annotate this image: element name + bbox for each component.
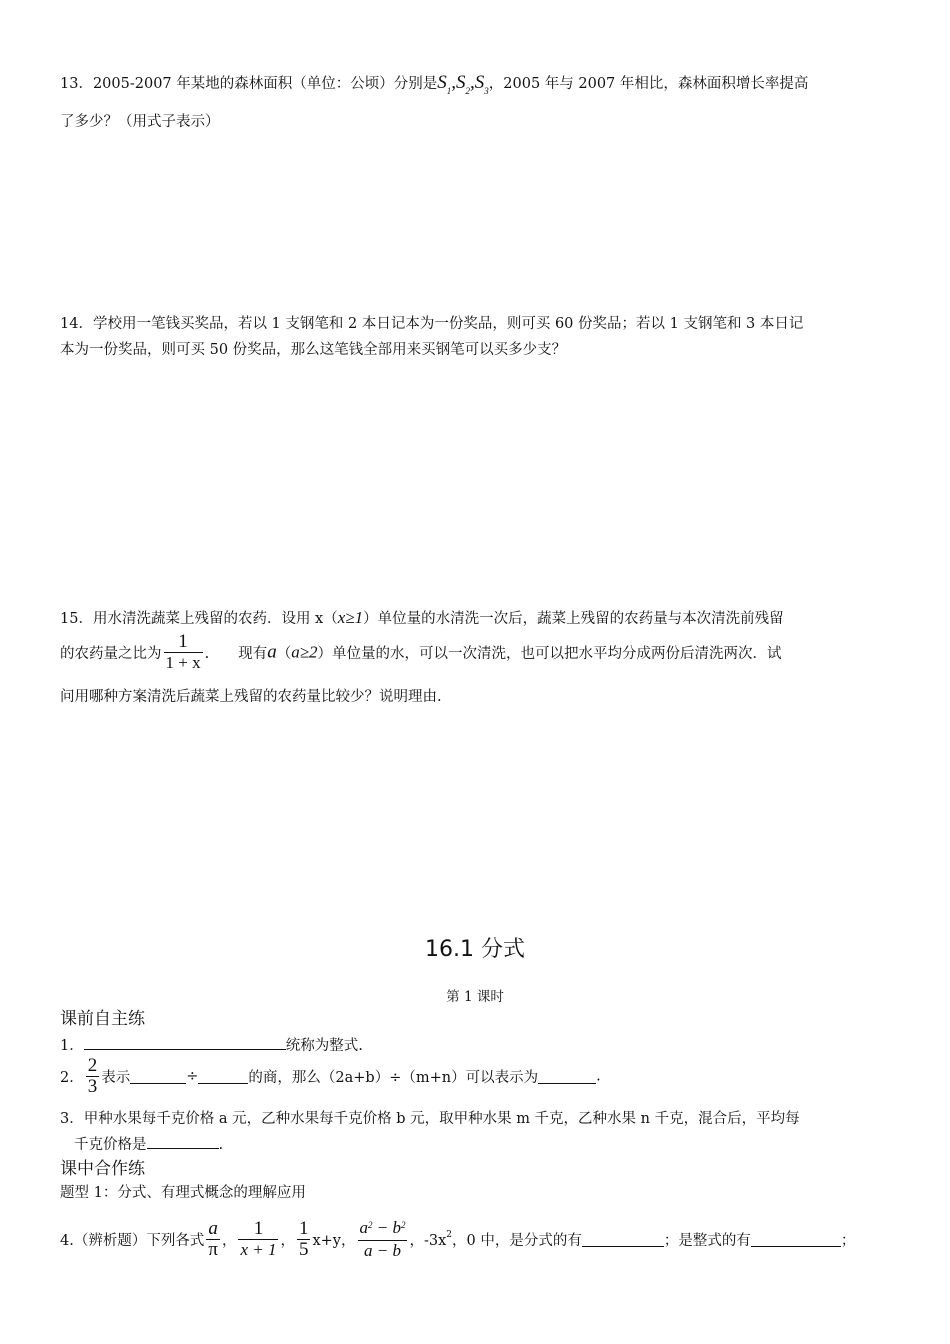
q13-text-b: ，2005 年与 2007 年相比，森林面积增长率提高 — [488, 76, 809, 92]
q14-line1: 14．学校用一笔钱买奖品，若以 1 支钢笔和 2 本日记本为一份奖品，则可买 60 份奖品；若以 1 支钢笔和 3 本日记 — [60, 316, 804, 332]
q15-var-a: a — [267, 641, 277, 663]
q13-text-a: 13．2005-2007 年某地的森林面积（单位：公顷）分别是 — [60, 76, 438, 92]
q4-fraction-a-pi: $\frac{a}{\pi}$ — [208, 1218, 218, 1260]
s1-symbol: $S_1,S_2,S_3$ — [437, 72, 489, 96]
q13-line1 — [60, 72, 808, 94]
q3-line2: 千克价格是 . — [74, 1133, 223, 1154]
q4-fraction-a2b2-ab: $\frac{a^2 - b^2}{a - b}$ — [359, 1218, 406, 1260]
q15-line2: 的农药量之比为 $\frac{1}{1 + x}$ . 现有a（a≥2）单位量的水，可以一次清洗，也可以把水平均分成两份后清洗两次．试 — [60, 631, 782, 672]
section-subtitle: 第 1 课时 — [446, 989, 504, 1005]
q4-fraction-1-5: $\frac{1}{5}$ — [298, 1218, 309, 1260]
q2-blank-2 — [198, 1069, 248, 1084]
q4-fraction-1-x1: $\frac{1}{x + 1}$ — [240, 1218, 277, 1259]
in-class-heading: 课中合作练 — [60, 1159, 145, 1179]
q4-line: 4.（辨析题）下列各式 $\frac{a}{\pi}$ ， $\frac{1}{x + 1}$ ， $\frac{1}{5}$ x+y， $\frac{a^2 - b^2}{a - b}$ ，$-3x^2$，0 中，是分式的有 ；是整式的有 ； — [60, 1218, 856, 1260]
q15-line3: 问用哪种方案清洗后蔬菜上残留的农药量比较少？说明理由. — [60, 689, 442, 705]
q4-blank-integral — [751, 1232, 841, 1247]
q14-line2: 本为一份奖品，则可买 50 份奖品，那么这笔钱全部用来买钢笔可以买多少支？ — [60, 342, 567, 358]
q4-blank-fractions — [582, 1232, 664, 1247]
q15-line1: 15．用水清洗蔬菜上残留的农药．设用 x（x≥1）单位量的水清洗一次后，蔬菜上残留的农药量与本次清洗前残留 — [60, 608, 784, 627]
q15-condition-x: x≥1 — [337, 608, 364, 627]
section-title: 16.1 分式 — [425, 937, 525, 962]
q2-blank-3 — [538, 1069, 596, 1084]
q1-line: 1． 统称为整式. — [60, 1034, 363, 1055]
q13-line2: 了多少？（用式子表示） — [60, 114, 220, 130]
q15-condition-a: a≥2 — [291, 642, 318, 662]
q15-fraction: $\frac{1}{1 + x}$ — [165, 631, 201, 672]
q3-blank — [147, 1134, 219, 1149]
q2-line: 2． $\frac{2}{3}$ 表示 ÷ 的商，那么（2a+b）÷（m+n）可以表示为 . — [60, 1055, 601, 1097]
type1-label: 题型 1：分式、有理式概念的理解应用 — [60, 1185, 306, 1201]
q1-blank — [84, 1035, 286, 1050]
q2-fraction: $\frac{2}{3}$ — [87, 1055, 98, 1097]
q2-blank-1 — [130, 1069, 186, 1084]
pre-class-heading: 课前自主练 — [60, 1009, 145, 1029]
q3-line1: 3．甲种水果每千克价格 a 元，乙种水果每千克价格 b 元，取甲种水果 m 千克，乙种水果 n 千克，混合后，平均每 — [60, 1111, 800, 1127]
